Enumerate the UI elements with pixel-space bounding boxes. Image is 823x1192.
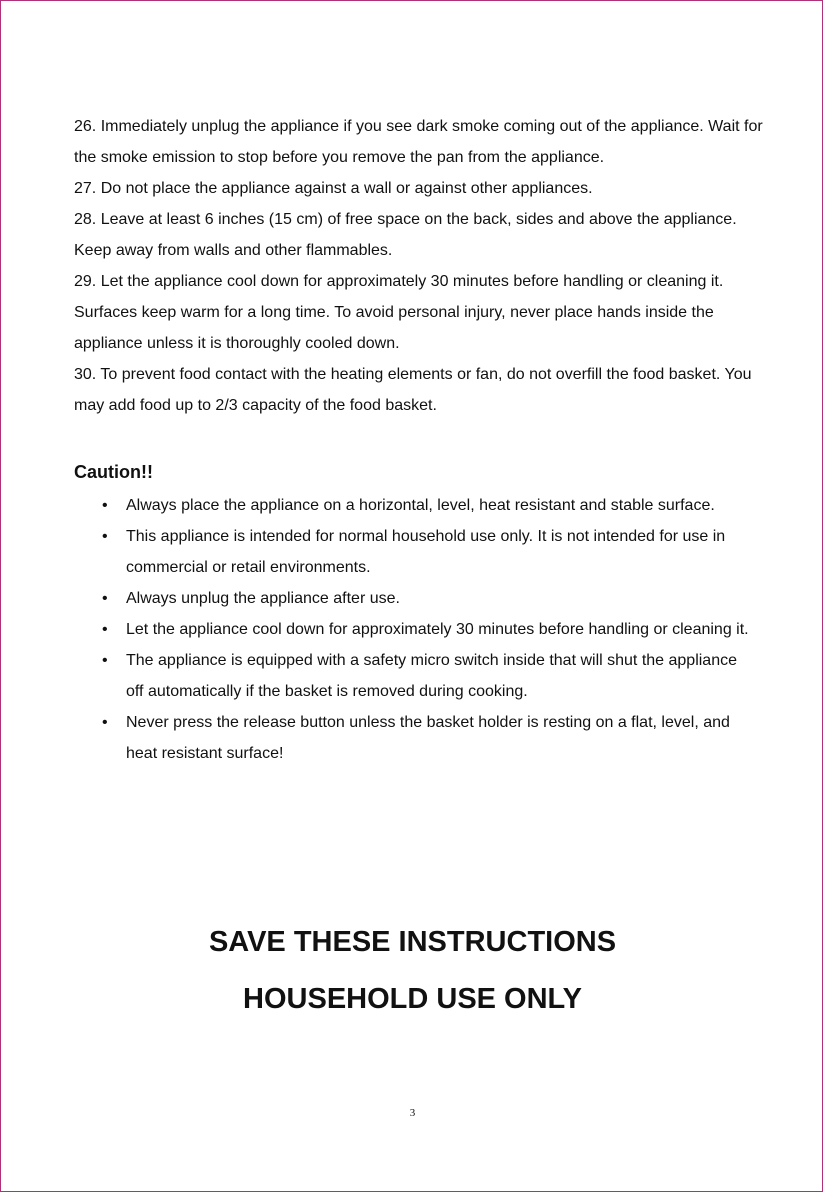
caution-item-text: This appliance is intended for normal household use only. It is not intended for use in commercial or retail environments.	[126, 528, 726, 576]
caution-item-text: The appliance is equipped with a safety micro switch inside that will shut the appliance off automatically if the basket is removed during cooking.	[126, 652, 737, 700]
bullet-icon: •	[102, 590, 108, 607]
caution-item-text: Always unplug the appliance after use.	[126, 590, 400, 607]
caution-item	[74, 707, 764, 769]
caution-heading: Caution!!	[74, 462, 153, 482]
bullet-icon: •	[102, 714, 108, 731]
page-content	[74, 111, 764, 769]
caution-item	[74, 645, 764, 707]
caution-item	[74, 614, 764, 645]
caution-item	[74, 583, 764, 614]
bullet-icon: •	[102, 528, 108, 545]
instruction-item-28: 28. Leave at least 6 inches (15 cm) of free space on the back, sides and above the appliance. Keep away from walls and other flammables.	[74, 211, 737, 259]
instruction-item-30: 30. To prevent food contact with the heating elements or fan, do not overfill the food basket. You may add food up to 2/3 capacity of the food basket.	[74, 366, 752, 414]
instruction-item-26: 26. Immediately unplug the appliance if you see dark smoke coming out of the appliance. Wait for the smoke emission to stop before you remove the pan from the appliance.	[74, 118, 763, 166]
caution-item	[74, 521, 764, 583]
instruction-item-29: 29. Let the appliance cool down for approximately 30 minutes before handling or cleaning it. Surfaces keep warm for a long time. To avoid personal injury, never place hands inside the appliance unless it is thoroughly cooled down.	[74, 273, 724, 352]
caution-item-text: Let the appliance cool down for approximately 30 minutes before handling or cleaning it.	[126, 621, 749, 638]
page-number: 3	[409, 1107, 416, 1119]
caution-item-text: Never press the release button unless the basket holder is resting on a flat, level, and heat resistant surface!	[126, 714, 730, 762]
caution-item-text: Always place the appliance on a horizontal, level, heat resistant and stable surface.	[126, 497, 715, 514]
numbered-instructions-list	[74, 111, 764, 421]
caution-bullet-list	[74, 490, 764, 769]
bullet-icon: •	[102, 621, 108, 638]
bullet-icon: •	[102, 652, 108, 669]
household-use-title: HOUSEHOLD USE ONLY	[243, 983, 582, 1015]
instruction-item-27: 27. Do not place the appliance against a wall or against other appliances.	[74, 180, 593, 197]
caution-item	[74, 490, 764, 521]
bullet-icon: •	[102, 497, 108, 514]
save-instructions-title: SAVE THESE INSTRUCTIONS	[208, 926, 617, 958]
